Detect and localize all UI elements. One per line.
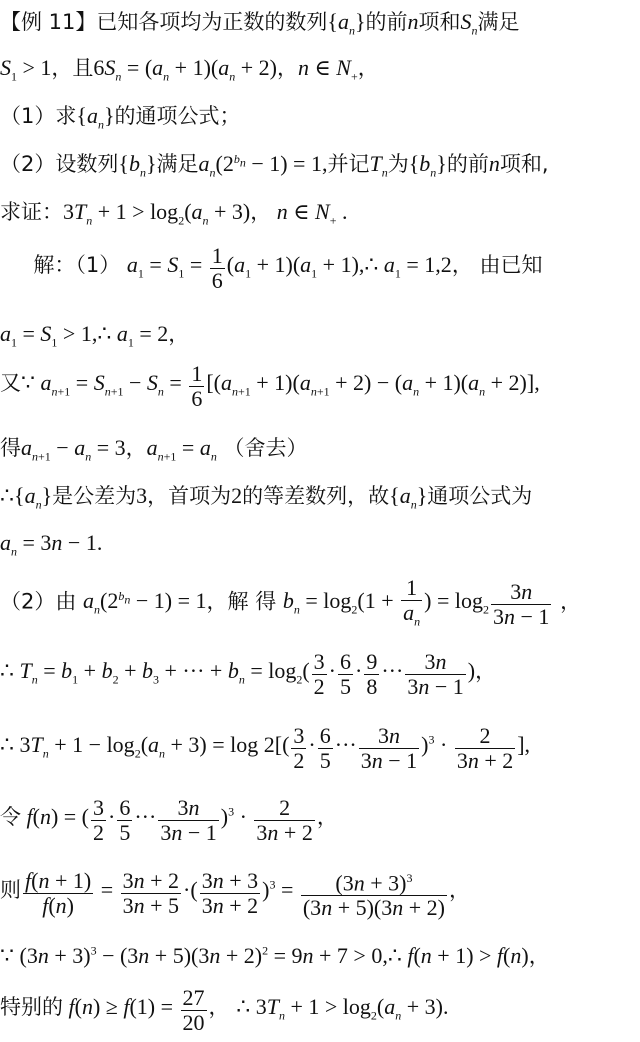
solution-part1-line-2: $a_1 = S_1$ > 1,∴ $a_1 = 2$， (0, 321, 190, 350)
solution-part2-line-4: 令 f(n) = ( $\frac{3}{2}$ · $\frac{6}{5}$ ··· $\frac{3n}{3n - 1}$ )$^3$ · $\frac{2}{3n + 2}$ ， (0, 795, 338, 845)
problem-line-1: 【例 11】已知各项均为正数的数列$\{a_n\}$的前n项和$S_n$满足 (0, 9, 520, 38)
solution-part2-line-3: ∴ $3T_n + 1 - \log_2(a_n + 3) = \log 2$[( $\frac{3}{2}$ · $\frac{6}{5}$ ··· $\frac{3n}{3n - 1}$ )$^3$ · $\frac{2}{3n + 2}$ ], (0, 723, 531, 773)
problem-part-2: （2）设数列$\{b_n\}$满足$a_n(2^{b_n} - 1) = 1$,并记$T_n$为$\{b_n\}$的前n项和, (0, 151, 549, 180)
solution-part2-line-2: ∴ $T_n = b_1 + b_2 + b_3$ + ··· + $b_n = \log_2$( $\frac{3}{2}$ · $\frac{6}{5}$ · $\frac{9}{8}$ ··· $\frac{3n}{3n - 1}$ )， (0, 649, 497, 699)
solution-part2-line-5: 则 $\frac{f(n + 1)}{f(n)}$ = $\frac{3n + 2}{3n + 5}$ ·( $\frac{3n + 3}{3n + 2}$ )$^3$ = $\frac{(3n + 3)^3}{(3n + 5)(3n + 2)}$ ， (0, 867, 470, 921)
solution-part2-line-7: 特别的 f(n) ≥ f(1) = $\frac{27}{20}$ ， ∴ $3T_n + 1 > \log_2(a_n + 3)$. (0, 985, 449, 1035)
problem-prove: 求证：$3T_n + 1 > \log_2(a_n + 3)$， n ∈ $N_+$ . (0, 199, 348, 228)
solution-part1-line-1: 解：（1） $a_1 = S_1$ = $\frac{1}{6}$ $(a_1 + 1)(a_1$ + 1),∴ $a_1 = 1,2$， 由已知 (0, 243, 543, 293)
problem-line-2: $S_1 > 1$，且$6S_n = (a_n + 1)(a_n + 2)$，n ∈ $N_+$， (0, 55, 379, 84)
solution-part1-line-3: 又∵ $a_{n+1} = S_{n+1} - S_n$ = $\frac{1}{6}$ $[(a_{n+1} + 1)(a_{n+1} + 2) - (a_n + 1)(a_n + 2)]$, (0, 361, 540, 411)
solution-part1-line-6: $a_n = 3n - 1$. (0, 530, 103, 559)
solution-part1-line-5: $\therefore\{a_n\}$是公差为3，首项为2的等差数列，故$\{a_n\}$通项公式为 (0, 483, 533, 512)
problem-part-1: （1）求$\{a_n\}$的通项公式； (0, 103, 241, 132)
solution-part2-line-1: （2）由 $a_n(2^{b_n} - 1) = 1$，解 得 $b_n = \log_2(1$ + $\frac{1}{a_n}$ ) = $\log_2$ $\frac{3n}{3n - 1}$ ， (0, 575, 582, 630)
solution-part1-line-4: 得$a_{n+1} - a_n = 3$，$a_{n+1} = a_n$ （舍去） (0, 435, 308, 464)
solution-part2-line-6: ∵ $(3n + 3)^3 - (3n + 5)(3n + 2)^2 = 9n + 7$ > 0,∴ f(n + 1) > f(n)， (0, 943, 550, 968)
